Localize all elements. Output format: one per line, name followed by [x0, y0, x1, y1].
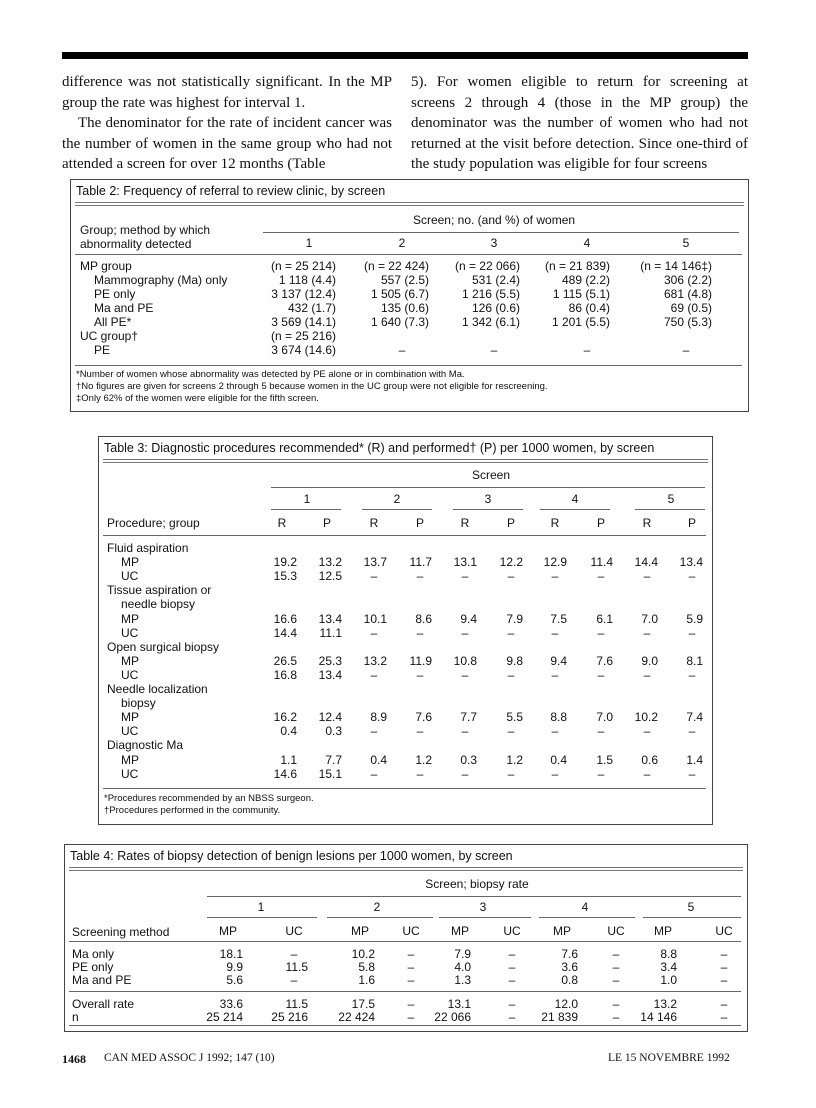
row-label: MP — [121, 555, 139, 570]
table-cell: 531 (2.4) — [471, 273, 520, 287]
table-cell: – — [508, 1010, 516, 1024]
table-cell: 1 115 (5.1) — [552, 287, 610, 301]
table-cell: 432 (1.7) — [287, 301, 336, 315]
table-caption: Table 2: Frequency of referral to review clinic, by screen — [76, 184, 386, 198]
table-cell: – — [688, 724, 696, 739]
total-rule — [69, 991, 741, 992]
table-cell: 3 569 (14.1) — [271, 315, 336, 329]
row-label: PE — [94, 343, 111, 357]
table-cell: 135 (0.6) — [380, 301, 429, 315]
column-header: Procedure; group — [107, 516, 200, 530]
screen-header: 4 — [571, 492, 579, 506]
table-cell: – — [370, 569, 378, 584]
column-header: UC — [607, 924, 625, 938]
table-cell: – — [416, 625, 424, 640]
screen-header: 3 — [484, 492, 492, 506]
table-cell: 26.5 — [273, 653, 297, 668]
table-cell: – — [612, 973, 620, 987]
table-cell: 7.7 — [325, 752, 342, 767]
table-cell: – — [416, 766, 424, 781]
column-header: R — [369, 516, 379, 530]
column-header: MP — [351, 924, 369, 938]
table-cell: 3 674 (14.6) — [271, 343, 336, 357]
table-cell: 6.1 — [596, 611, 613, 626]
column-header: MP — [553, 924, 571, 938]
row-label: needle biopsy — [121, 597, 196, 612]
table-cell: – — [461, 766, 469, 781]
table-cell: – — [508, 960, 516, 974]
table-cell: 13.2 — [653, 997, 677, 1011]
row-label: Ma and PE — [72, 973, 132, 987]
table-cell: – — [612, 947, 620, 961]
screen-rule — [439, 917, 531, 918]
table-cell: 10.8 — [453, 653, 477, 668]
table-cell: – — [612, 1010, 620, 1024]
table-cell: – — [643, 625, 651, 640]
column-header: abnormality detected — [80, 237, 192, 251]
spanner-header: Screen; no. (and %) of women — [412, 213, 576, 227]
table-cell: 7.0 — [596, 710, 613, 725]
table-cell: – — [643, 569, 651, 584]
table-cell: – — [461, 625, 469, 640]
table-cell: 15.3 — [273, 569, 297, 584]
table-cell: 1.1 — [280, 752, 297, 767]
header-rule — [103, 535, 706, 536]
table-cell: 13.4 — [318, 667, 342, 682]
row-label: biopsy — [121, 696, 156, 711]
screen-rule — [453, 509, 523, 510]
table-cell: – — [490, 343, 498, 357]
table-cell: 11.1 — [319, 625, 342, 640]
table-cell: – — [461, 724, 469, 739]
table-cell: 4.0 — [454, 960, 471, 974]
table-cell: 8.9 — [370, 710, 387, 725]
row-label: Open surgical biopsy — [107, 639, 220, 654]
column-header: P — [687, 516, 697, 530]
column-header: UC — [715, 924, 733, 938]
row-label: All PE* — [94, 315, 132, 329]
table-cell: (n = 22 424) — [363, 259, 429, 273]
table-cell: 16.8 — [273, 667, 297, 682]
table-cell: – — [416, 569, 424, 584]
column-header: Screening method — [72, 925, 170, 939]
table-cell: – — [551, 724, 559, 739]
table-cell: – — [597, 569, 605, 584]
table-cell: 126 (0.6) — [471, 301, 520, 315]
table-cell: – — [407, 997, 415, 1011]
table-cell: – — [612, 960, 620, 974]
table-cell: 19.2 — [273, 555, 297, 570]
table-cell: – — [507, 724, 515, 739]
table-cell: – — [290, 973, 298, 987]
footnote: *Number of women whose abnormality was detected by PE alone or in combination with Ma. — [76, 369, 465, 380]
table-cell: – — [720, 1010, 728, 1024]
column-header: R — [550, 516, 560, 530]
spanner-rule — [263, 232, 739, 233]
table-cell: 33.6 — [219, 997, 243, 1011]
table-cell: 13.1 — [447, 997, 471, 1011]
row-label: Needle localization — [107, 682, 208, 696]
screen-header: 4 — [581, 900, 589, 914]
table-cell: – — [597, 766, 605, 781]
table-cell: 7.7 — [460, 710, 477, 725]
table-cell: 16.2 — [273, 710, 297, 725]
table-cell: 11.5 — [285, 997, 308, 1011]
table-cell: 8.8 — [660, 947, 677, 961]
screen-header: 5 — [687, 900, 695, 914]
table-cell: – — [416, 724, 424, 739]
column-header: R — [642, 516, 652, 530]
table-cell: 3.6 — [561, 960, 578, 974]
table-cell: – — [688, 766, 696, 781]
table-cell: – — [461, 667, 469, 682]
column-header: P — [415, 516, 425, 530]
table-cell: 1.2 — [415, 752, 432, 767]
table-rule — [69, 867, 743, 871]
table-cell: – — [407, 960, 415, 974]
column-header: UC — [285, 924, 303, 938]
row-label: MP — [121, 611, 139, 626]
column-header: MP — [451, 924, 469, 938]
table-cell: – — [720, 997, 728, 1011]
table-cell: 0.4 — [550, 752, 567, 767]
table-cell: – — [643, 766, 651, 781]
table-cell: – — [720, 947, 728, 961]
screen-rule — [540, 509, 610, 510]
table-cell: 557 (2.5) — [380, 273, 429, 287]
table-cell: 11.5 — [285, 960, 308, 974]
table-cell: – — [407, 973, 415, 987]
paragraph: difference was not statistically significant. In the MP group the rate was highest for interval 1. — [62, 74, 392, 111]
footnote: †No figures are given for screens 2 through 5 because women in the UC group were not eligible for rescreening. — [76, 381, 548, 392]
screen-header: 1 — [303, 492, 311, 506]
row-label: PE only — [94, 287, 136, 301]
table-cell: 1 118 (4.4) — [278, 273, 336, 287]
table-cell: – — [612, 997, 620, 1011]
table-cell: 3 137 (12.4) — [271, 287, 336, 301]
table-cell: – — [370, 625, 378, 640]
table-cell: 0.4 — [370, 752, 387, 767]
screen-rule — [362, 509, 432, 510]
table-cell: 1 216 (5.5) — [461, 287, 520, 301]
table-cell: 1 640 (7.3) — [370, 315, 429, 329]
table-cell: 7.5 — [550, 611, 567, 626]
spanner-rule — [271, 487, 705, 488]
row-label: UC — [121, 766, 139, 781]
table-cell: 16.6 — [273, 611, 297, 626]
table-cell: 12.0 — [554, 997, 578, 1011]
row-label: n — [72, 1010, 79, 1024]
table-cell: 8.6 — [415, 611, 432, 626]
body-column-left — [62, 72, 392, 175]
table-cell: 14.4 — [634, 555, 658, 570]
row-label: MP group — [80, 259, 132, 273]
screen-header: 3 — [479, 900, 487, 914]
table-cell: 0.6 — [641, 752, 658, 767]
table-cell: 17.5 — [351, 997, 375, 1011]
table-cell: 12.5 — [318, 569, 342, 584]
column-header: 4 — [583, 236, 591, 250]
table-cell: – — [551, 766, 559, 781]
journal-citation: CAN MED ASSOC J 1992; 147 (10) — [104, 1052, 275, 1064]
table-cell: 25 214 — [206, 1010, 243, 1024]
table-cell: 5.6 — [226, 973, 243, 987]
table-cell: – — [508, 947, 516, 961]
row-label: UC — [121, 625, 139, 640]
table-cell: – — [507, 766, 515, 781]
table-cell: 1 505 (6.7) — [370, 287, 429, 301]
table-4 — [64, 844, 748, 1032]
column-header: R — [277, 516, 287, 530]
spanner-rule — [207, 896, 741, 897]
top-rule — [62, 52, 748, 59]
screen-header: 2 — [393, 492, 401, 506]
column-header: UC — [503, 924, 521, 938]
table-cell: 7.6 — [561, 947, 578, 961]
row-label: Diagnostic Ma — [107, 738, 184, 753]
column-header: 1 — [305, 236, 313, 250]
table-cell: 13.7 — [363, 555, 387, 570]
table-cell: 7.6 — [415, 710, 432, 725]
table-cell: 8.1 — [686, 653, 703, 668]
table-cell: 9.8 — [506, 653, 523, 668]
table-cell: (n = 25 216) — [270, 329, 336, 343]
table-cell: – — [508, 973, 516, 987]
screen-rule — [539, 917, 635, 918]
footnote: †Procedures performed in the community. — [104, 805, 281, 816]
table-cell: 1 342 (6.1) — [461, 315, 520, 329]
table-cell: – — [551, 667, 559, 682]
table-cell: 13.4 — [318, 611, 342, 626]
table-cell: 12.2 — [499, 555, 523, 570]
table-cell: 1.2 — [506, 752, 523, 767]
table-cell: 9.4 — [550, 653, 567, 668]
table-cell: 13.2 — [318, 555, 342, 570]
row-label: Mammography (Ma) only — [94, 273, 228, 287]
table-cell: 22 424 — [338, 1010, 375, 1024]
column-header: UC — [402, 924, 420, 938]
table-cell: 489 (2.2) — [561, 273, 610, 287]
footnote-rule — [75, 365, 742, 366]
issue-date: LE 15 NOVEMBRE 1992 — [608, 1052, 730, 1064]
table-cell: – — [551, 625, 559, 640]
table-cell: 306 (2.2) — [663, 273, 712, 287]
table-cell: – — [416, 667, 424, 682]
table-cell: 7.4 — [686, 710, 703, 725]
footnote-rule — [103, 788, 706, 789]
row-label: MP — [121, 710, 139, 725]
table-cell: – — [643, 667, 651, 682]
table-cell: – — [720, 973, 728, 987]
table-cell: 0.8 — [561, 973, 578, 987]
row-label: Ma only — [72, 947, 115, 961]
table-cell: 11.7 — [409, 555, 432, 570]
footnote: *Procedures recommended by an NBSS surgeon. — [104, 793, 314, 804]
header-rule — [75, 254, 742, 255]
table-cell: – — [507, 569, 515, 584]
table-cell: 10.2 — [634, 710, 658, 725]
row-label: Overall rate — [72, 997, 135, 1011]
table-cell: 3.4 — [660, 960, 677, 974]
table-cell: 1.0 — [660, 973, 677, 987]
column-header: Group; method by which — [80, 223, 211, 237]
table-cell: 15.1 — [318, 766, 342, 781]
table-cell: (n = 22 066) — [454, 259, 520, 273]
screen-header: 1 — [257, 900, 265, 914]
table-cell: – — [407, 1010, 415, 1024]
table-cell: 7.9 — [454, 947, 471, 961]
table-cell: 5.8 — [358, 960, 375, 974]
table-cell: 681 (4.8) — [663, 287, 712, 301]
page-number: 1468 — [62, 1052, 86, 1066]
table-2 — [70, 179, 749, 412]
table-cell: – — [720, 960, 728, 974]
table-cell: 22 066 — [434, 1010, 471, 1024]
paragraph: The denominator for the rate of incident cancer was the number of women in the same group who had not attended a screen for over 12 months (Table — [62, 115, 392, 172]
table-cell: – — [688, 667, 696, 682]
column-header: MP — [654, 924, 672, 938]
table-cell: 25.3 — [318, 653, 342, 668]
table-cell: 0.3 — [325, 724, 342, 739]
screen-rule — [643, 917, 741, 918]
table-cell: 5.5 — [506, 710, 523, 725]
table-cell: 8.8 — [550, 710, 567, 725]
row-label: Ma and PE — [94, 301, 154, 315]
table-cell: 1.6 — [358, 973, 375, 987]
screen-rule — [635, 509, 705, 510]
table-cell: (n = 25 214) — [270, 259, 336, 273]
table-cell: – — [551, 569, 559, 584]
row-label: PE only — [72, 960, 114, 974]
row-label: UC group† — [80, 329, 139, 343]
column-header: 5 — [682, 236, 690, 250]
table-cell: – — [597, 667, 605, 682]
table-cell: 1.4 — [686, 752, 703, 767]
table-rule — [75, 202, 744, 206]
table-cell: 13.4 — [679, 555, 703, 570]
table-cell: – — [643, 724, 651, 739]
table-cell: 5.9 — [686, 611, 703, 626]
table-cell: 7.6 — [596, 653, 613, 668]
row-label: Fluid aspiration — [107, 541, 189, 555]
table-cell: – — [597, 625, 605, 640]
spanner-header: Screen; biopsy rate — [425, 877, 529, 891]
table-cell: 86 (0.4) — [568, 301, 610, 315]
table-cell: 25 216 — [271, 1010, 308, 1024]
footnote: ‡Only 62% of the women were eligible for the fifth screen. — [76, 393, 319, 404]
header-rule — [69, 941, 741, 942]
row-label: Tissue aspiration or — [107, 583, 212, 598]
table-cell: 14.6 — [273, 766, 297, 781]
column-header: MP — [219, 924, 237, 938]
table-cell: – — [407, 947, 415, 961]
column-header: P — [506, 516, 516, 530]
table-cell: – — [507, 667, 515, 682]
table-cell: 10.2 — [351, 947, 375, 961]
table-caption: Table 4: Rates of biopsy detection of benign lesions per 1000 women, by screen — [70, 849, 513, 863]
paragraph: 5). For women eligible to return for screening at screens 2 through 4 (those in the MP group) the denominator was the number of women who had not returned at the visit before detection. Since one-third of the study population was eligible for four screens — [411, 74, 748, 172]
table-cell: 9.9 — [226, 960, 243, 974]
screen-rule — [327, 917, 433, 918]
body-column-right — [411, 72, 748, 175]
table-rule — [103, 459, 708, 463]
table-cell: 1.3 — [454, 973, 471, 987]
table-cell: – — [370, 667, 378, 682]
screen-header: 5 — [667, 492, 675, 506]
table-cell: – — [688, 569, 696, 584]
column-header: P — [322, 516, 332, 530]
table-cell: 7.0 — [641, 611, 658, 626]
table-cell: 9.0 — [641, 653, 658, 668]
screen-rule — [207, 917, 317, 918]
table-cell: 12.4 — [318, 710, 342, 725]
table-bottom-rule — [69, 1025, 741, 1026]
table-cell: 11.4 — [590, 555, 613, 570]
table-cell: 14 146 — [640, 1010, 677, 1024]
table-cell: 18.1 — [219, 947, 243, 961]
table-cell: 0.3 — [460, 752, 477, 767]
table-cell: – — [370, 724, 378, 739]
table-cell: 750 (5.3) — [663, 315, 712, 329]
table-cell: (n = 14 146‡) — [640, 259, 712, 273]
table-cell: 7.9 — [506, 611, 523, 626]
table-cell: – — [507, 625, 515, 640]
spanner-header: Screen — [471, 468, 511, 482]
table-cell: 69 (0.5) — [670, 301, 712, 315]
table-caption: Table 3: Diagnostic procedures recommended* (R) and performed† (P) per 1000 women, by screen — [104, 441, 655, 455]
screen-rule — [271, 509, 341, 510]
column-header: P — [596, 516, 606, 530]
row-label: UC — [121, 569, 139, 584]
table-cell: 10.1 — [363, 611, 387, 626]
table-3 — [98, 436, 713, 825]
table-cell: 1 201 (5.5) — [551, 315, 610, 329]
table-cell: 1.5 — [596, 752, 613, 767]
table-cell: – — [370, 766, 378, 781]
table-cell: 13.2 — [363, 653, 387, 668]
column-header: 3 — [490, 236, 498, 250]
table-cell: – — [508, 997, 516, 1011]
table-cell: – — [597, 724, 605, 739]
row-label: MP — [121, 653, 139, 668]
table-cell: – — [290, 947, 298, 961]
table-cell: – — [583, 343, 591, 357]
row-label: UC — [121, 724, 139, 739]
table-cell: 12.9 — [543, 555, 567, 570]
column-header: R — [460, 516, 470, 530]
table-cell: – — [688, 625, 696, 640]
table-cell: 0.4 — [280, 724, 297, 739]
screen-header: 2 — [373, 900, 381, 914]
column-header: 2 — [398, 236, 406, 250]
table-cell: 11.9 — [409, 653, 432, 668]
table-cell: (n = 21 839) — [544, 259, 610, 273]
table-cell: – — [461, 569, 469, 584]
table-cell: 14.4 — [273, 625, 297, 640]
table-cell: – — [682, 343, 690, 357]
row-label: UC — [121, 667, 139, 682]
table-cell: 21 839 — [541, 1010, 578, 1024]
table-cell: 13.1 — [453, 555, 477, 570]
row-label: MP — [121, 752, 139, 767]
table-cell: – — [398, 343, 406, 357]
table-cell: 9.4 — [460, 611, 477, 626]
